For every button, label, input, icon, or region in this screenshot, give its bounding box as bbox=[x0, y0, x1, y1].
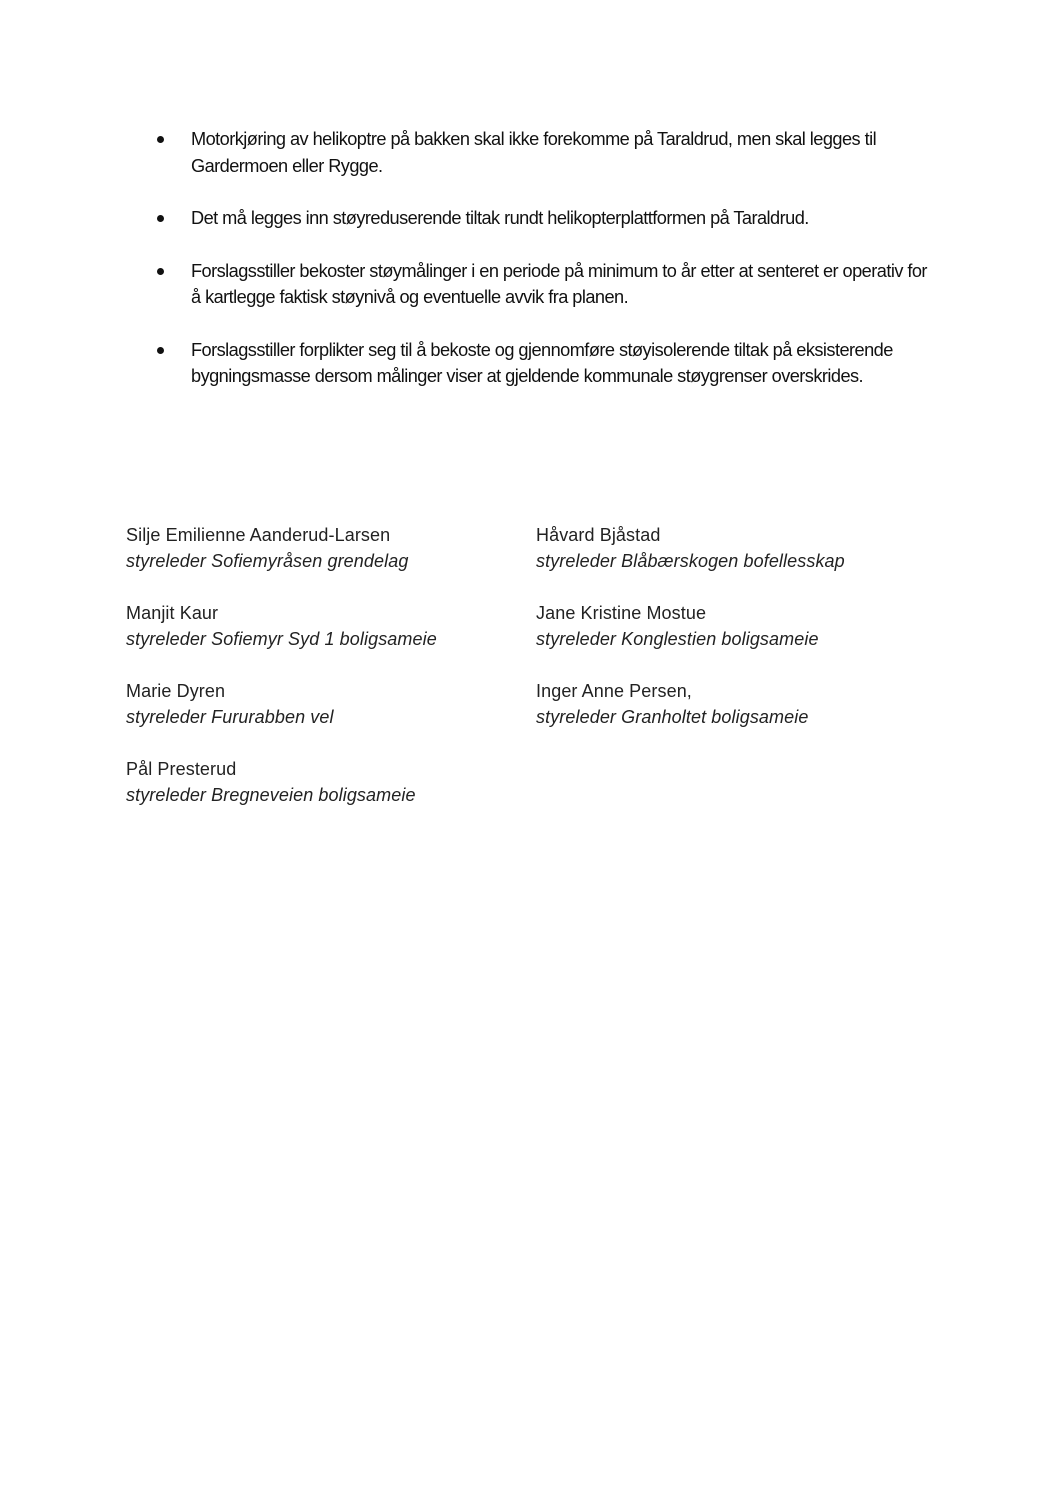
list-item-text: Forslagsstiller forplikter seg til å bekoste og gjennomføre støyisolerende tiltak på eksisterende bygningsmasse dersom målinger viser at gjeldende kommunale støygrenser overskrides. bbox=[191, 339, 893, 386]
signatory bbox=[126, 678, 526, 730]
signatory bbox=[536, 522, 936, 574]
signature-column-right bbox=[536, 522, 936, 756]
signatory-role: styreleder Konglestien boligsameie bbox=[536, 629, 819, 649]
signatory-name: Håvard Bjåstad bbox=[536, 525, 661, 545]
list-item-text: Motorkjøring av helikoptre på bakken skal ikke forekomme på Taraldrud, men skal legges til Gardermoen eller Rygge. bbox=[191, 129, 877, 176]
bullet-icon bbox=[157, 268, 164, 275]
list-item bbox=[155, 126, 935, 179]
signatory-role: styreleder Sofiemyråsen grendelag bbox=[126, 551, 409, 571]
signatory-role: styreleder Granholtet boligsameie bbox=[536, 707, 809, 727]
signatory bbox=[126, 522, 526, 574]
signatory-name: Jane Kristine Mostue bbox=[536, 603, 707, 623]
signatory-name: Silje Emilienne Aanderud-Larsen bbox=[126, 525, 391, 545]
bullet-icon bbox=[157, 347, 164, 354]
bullet-icon bbox=[157, 136, 164, 143]
signatory bbox=[126, 756, 526, 808]
signature-column-left bbox=[126, 522, 526, 834]
signatory-name: Pål Presterud bbox=[126, 759, 237, 779]
signatory-role: styreleder Fururabben vel bbox=[126, 707, 334, 727]
signatory bbox=[536, 600, 936, 652]
list-item bbox=[155, 337, 935, 390]
signatory-role: styreleder Bregneveien boligsameie bbox=[126, 785, 416, 805]
signatory-name: Manjit Kaur bbox=[126, 603, 219, 623]
requirements-list bbox=[155, 126, 935, 416]
signatory bbox=[536, 678, 936, 730]
list-item-text: Det må legges inn støyreduserende tiltak rundt helikopterplattformen på Taraldrud. bbox=[191, 208, 809, 228]
signatory-name: Inger Anne Persen, bbox=[536, 681, 692, 701]
signatory bbox=[126, 600, 526, 652]
signatory-role: styreleder Sofiemyr Syd 1 boligsameie bbox=[126, 629, 437, 649]
list-item bbox=[155, 258, 935, 311]
list-item bbox=[155, 205, 935, 232]
signatory-role: styreleder Blåbærskogen bofellesskap bbox=[536, 551, 845, 571]
signatory-name: Marie Dyren bbox=[126, 681, 226, 701]
list-item-text: Forslagsstiller bekoster støymålinger i en periode på minimum to år etter at senteret er operativ for å kartlegge faktisk støynivå og eventuelle avvik fra planen. bbox=[191, 260, 927, 307]
bullet-icon bbox=[157, 215, 164, 222]
